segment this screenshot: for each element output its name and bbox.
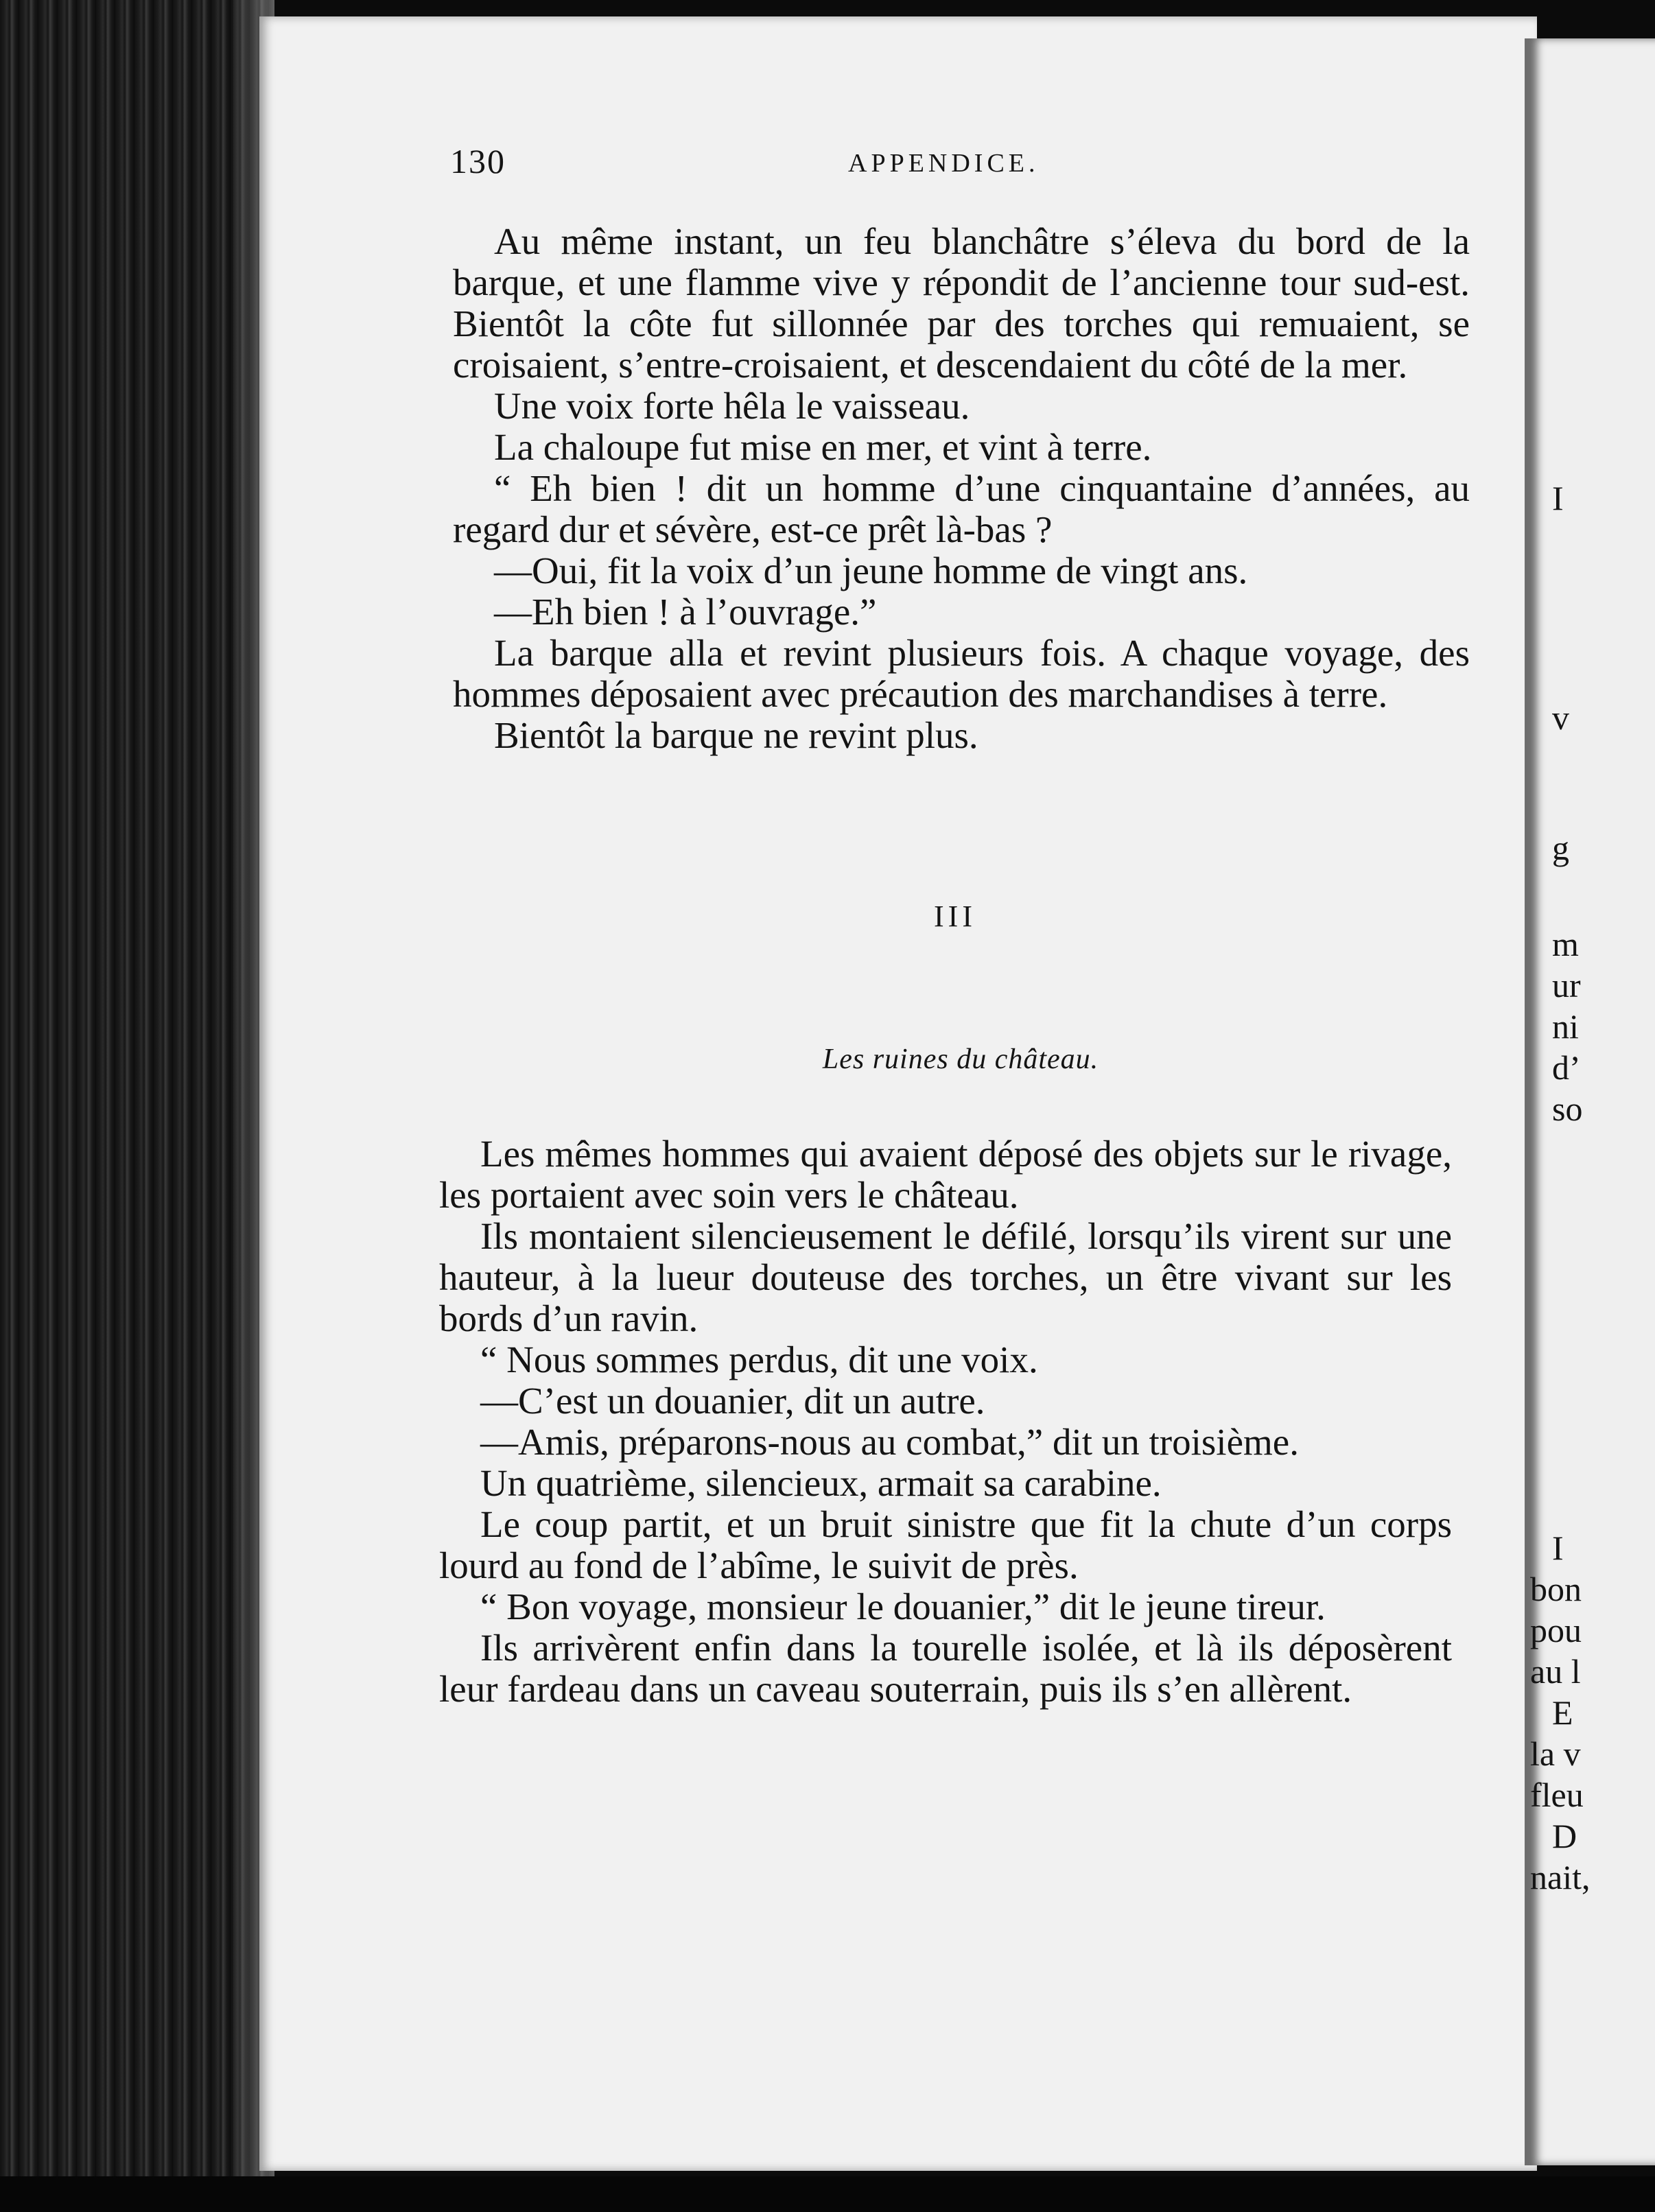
facing-page-fragment: E: [1552, 1693, 1573, 1732]
paragraph: Ils montaient silencieusement le défilé, lorsqu’ils virent sur une hauteur, à la lueur douteuse des torches, un être vivant sur les bords d’un ravin.: [439, 1215, 1452, 1339]
paragraph: Au même instant, un feu blanchâtre s’éleva du bord de la barque, et une flamme vive y répondit de l’ancienne tour sud-est. Bientôt la côte fut sillonnée par des torches qui remuaient, se croisaient, s’entre-croisaient, et descendaient du côté de la mer.: [453, 220, 1470, 386]
facing-page-fragment: ur: [1552, 966, 1581, 1004]
paragraph: “ Bon voyage, monsieur le douanier,” dit le jeune tireur.: [480, 1586, 1326, 1627]
facing-page-fragment: bon: [1530, 1570, 1582, 1608]
facing-page-fragment: so: [1552, 1090, 1583, 1128]
paragraph: —Amis, préparons-nous au combat,” dit un troisième.: [480, 1421, 1299, 1463]
scan-bottom-border: [0, 2176, 1655, 2212]
facing-page-fragment: ni: [1552, 1007, 1579, 1046]
facing-page-fragment: I: [1552, 1529, 1564, 1567]
text-block-second: [439, 1133, 1452, 1710]
paragraph: Bientôt la barque ne revint plus.: [494, 714, 978, 756]
text-block-first: [453, 221, 1470, 756]
running-head: APPENDICE.: [848, 149, 1040, 178]
facing-page-fragment: D: [1552, 1817, 1577, 1855]
paragraph: —Oui, fit la voix d’un jeune homme de vingt ans.: [494, 550, 1248, 591]
page-header: [450, 141, 1466, 203]
facing-page-fragment: pou: [1530, 1611, 1582, 1649]
paragraph: Le coup partit, et un bruit sinistre que fit la chute d’un corps lourd au fond de l’abîme, le suivit de près.: [439, 1503, 1452, 1586]
paragraph: La barque alla et revint plusieurs fois. A chaque voyage, des hommes déposaient avec précaution des marchandises à terre.: [453, 632, 1470, 715]
facing-page-edge: [1525, 38, 1655, 2165]
facing-page-fragment: fleu: [1530, 1776, 1584, 1814]
paragraph: Une voix forte hêla le vaisseau.: [494, 385, 970, 427]
paragraph: “ Eh bien ! dit un homme d’une cinquantaine d’années, au regard dur et sévère, est-ce prêt là-bas ?: [453, 467, 1470, 550]
paragraph: “ Nous sommes perdus, dit une voix.: [480, 1339, 1038, 1380]
facing-page-fragment: la v: [1530, 1734, 1581, 1773]
paragraph: Un quatrième, silencieux, armait sa carabine.: [480, 1462, 1162, 1504]
facing-page-fragment: I: [1552, 479, 1564, 517]
paragraph: Ils arrivèrent enfin dans la tourelle isolée, et là ils déposèrent leur fardeau dans un caveau souterrain, puis ils s’en allèrent.: [439, 1627, 1452, 1710]
page-number: 130: [450, 142, 506, 180]
paragraph: —Eh bien ! à l’ouvrage.”: [494, 591, 877, 633]
page-edges: [0, 0, 274, 2212]
facing-page-fragment: v: [1552, 698, 1569, 737]
facing-page-fragment: au l: [1530, 1652, 1581, 1691]
facing-page-fragment: g: [1552, 829, 1569, 867]
paragraph: —C’est un douanier, dit un autre.: [480, 1380, 985, 1422]
facing-page-fragment: nait,: [1530, 1858, 1591, 1896]
facing-page-fragment: d’: [1552, 1048, 1581, 1087]
paragraph: Les mêmes hommes qui avaient déposé des objets sur le rivage, les portaient avec soin vers le château.: [439, 1133, 1452, 1216]
section-number: III: [934, 899, 976, 933]
section-title: Les ruines du château.: [822, 1044, 1099, 1075]
paragraph: La chaloupe fut mise en mer, et vint à terre.: [494, 426, 1152, 468]
facing-page-fragment: m: [1552, 925, 1579, 963]
